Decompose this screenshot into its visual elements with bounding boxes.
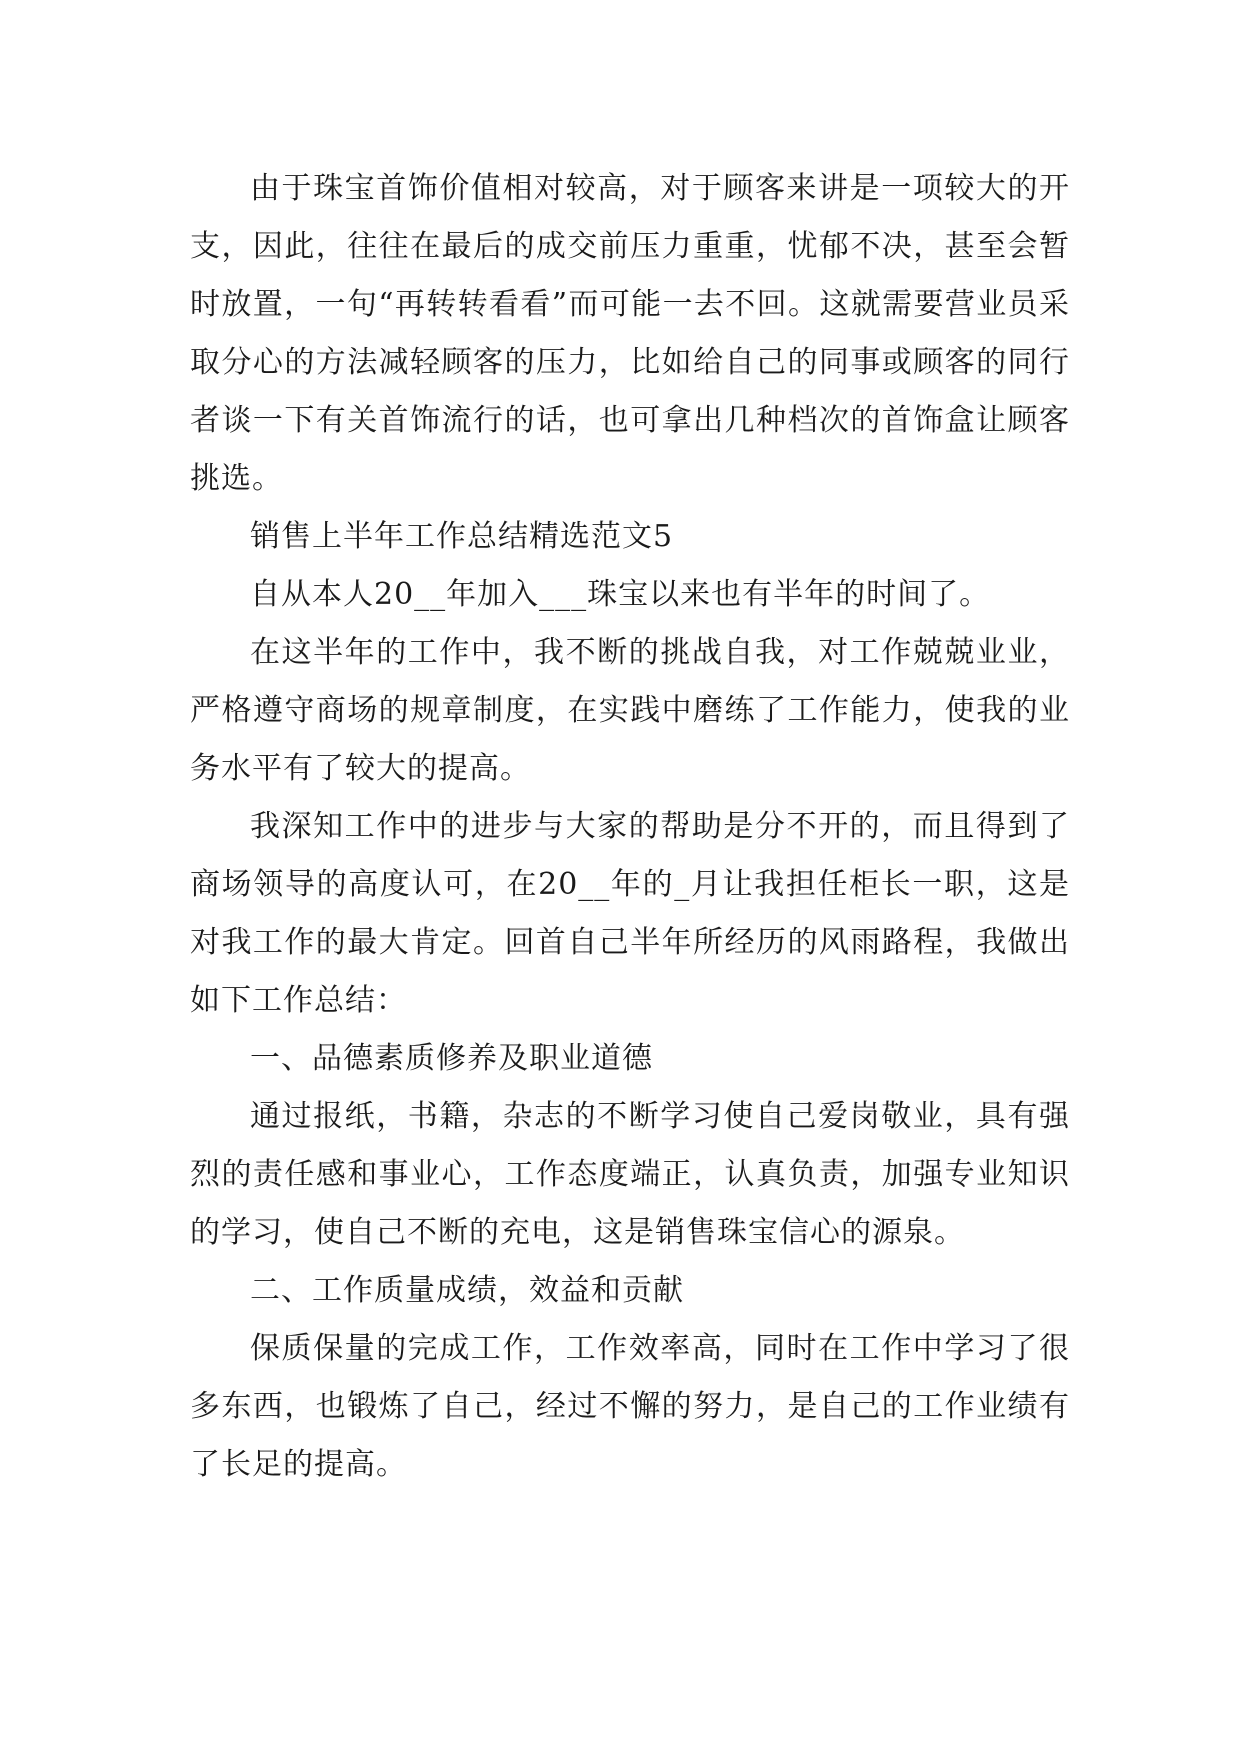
paragraph-work-efficiency: 保质保量的完成工作，工作效率高，同时在工作中学习了很多东西，也锻炼了自己，经过不懈的努力，是自己的工作业绩有了长足的提高。 [190,1331,1070,1482]
heading-moral-quality: 一、品德素质修养及职业道德 [250,1041,653,1076]
paragraph-progress-and-help: 我深知工作中的进步与大家的帮助是分不开的，而且得到了商场领导的高度认可，在20__年的_月让我担任柜长一职，这是对我工作的最大肯定。回首自己半年所经历的风雨路程，我做出如下工作总结： [190,809,1070,1018]
section-title-article-5: 销售上半年工作总结精选范文5 [250,519,674,554]
paragraph-joined: 自从本人20__年加入___珠宝以来也有半年的时间了。 [250,577,991,612]
paragraph-half-year-work: 在这半年的工作中，我不断的挑战自我，对工作兢兢业业，严格遵守商场的规章制度，在实践中磨练了工作能力，使我的业务水平有了较大的提高。 [190,635,1070,786]
paragraph-jewelry-pressure: 由于珠宝首饰价值相对较高，对于顾客来讲是一项较大的开支，因此，往往在最后的成交前压力重重，忧郁不决，甚至会暂时放置，一句“再转转看看”而可能一去不回。这就需要营业员采取分心的方法减轻顾客的压力，比如给自己的同事或顾客的同行者谈一下有关首饰流行的话，也可拿出几种档次的首饰盒让顾客挑选。 [190,171,1070,496]
paragraph-study: 通过报纸，书籍，杂志的不断学习使自己爱岗敬业，具有强烈的责任感和事业心，工作态度端正，认真负责，加强专业知识的学习，使自己不断的充电，这是销售珠宝信心的源泉。 [190,1099,1070,1250]
heading-work-quality: 二、工作质量成绩，效益和贡献 [250,1273,684,1308]
document-body [190,160,1070,1494]
